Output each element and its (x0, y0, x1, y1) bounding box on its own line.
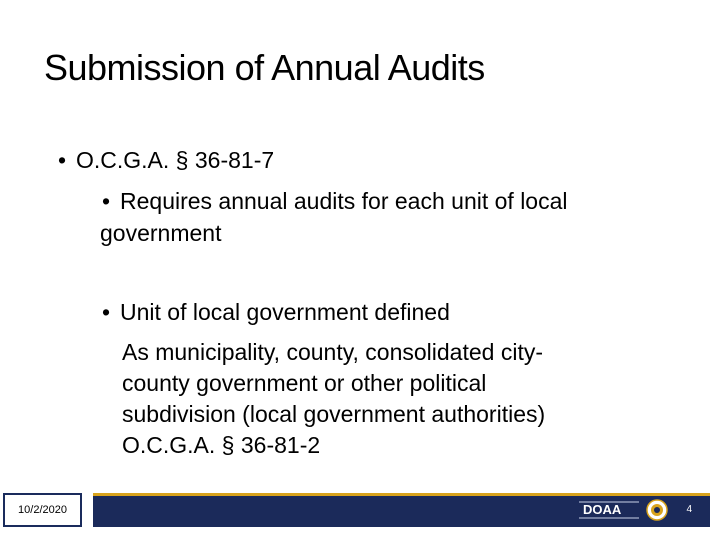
footer-date: 10/2/2020 (3, 493, 82, 527)
definition-line: O.C.G.A. § 36-81-2 (122, 432, 321, 458)
slide-title: Submission of Annual Audits (44, 47, 485, 88)
doaa-logo (577, 497, 673, 523)
definition-line: county government or other political (122, 370, 487, 396)
definition-line: As municipality, county, consolidated city- (122, 339, 543, 365)
definition-text (122, 337, 545, 461)
definition-line: subdivision (local government authorities) (122, 401, 546, 427)
page-number: 4 (686, 504, 692, 515)
footer-accent-line (93, 494, 710, 496)
seal-icon (647, 500, 667, 520)
bullet-requires-audits-continuation: government (100, 220, 222, 246)
bullet-dot: • (102, 299, 111, 325)
bullet-ocga-36-81-7 (58, 145, 275, 176)
bullet-text: Unit of local government defined (120, 299, 450, 325)
bullet-unit-defined (102, 297, 450, 328)
bullet-text: O.C.G.A. § 36-81-7 (76, 147, 275, 173)
logo-text: DOAA (583, 502, 622, 517)
bullet-text: Requires annual audits for each unit of local (120, 188, 568, 214)
bullet-dot: • (102, 188, 111, 214)
bullet-dot: • (58, 147, 67, 173)
footer-bar (93, 493, 710, 527)
bullet-requires-audits (102, 186, 568, 217)
